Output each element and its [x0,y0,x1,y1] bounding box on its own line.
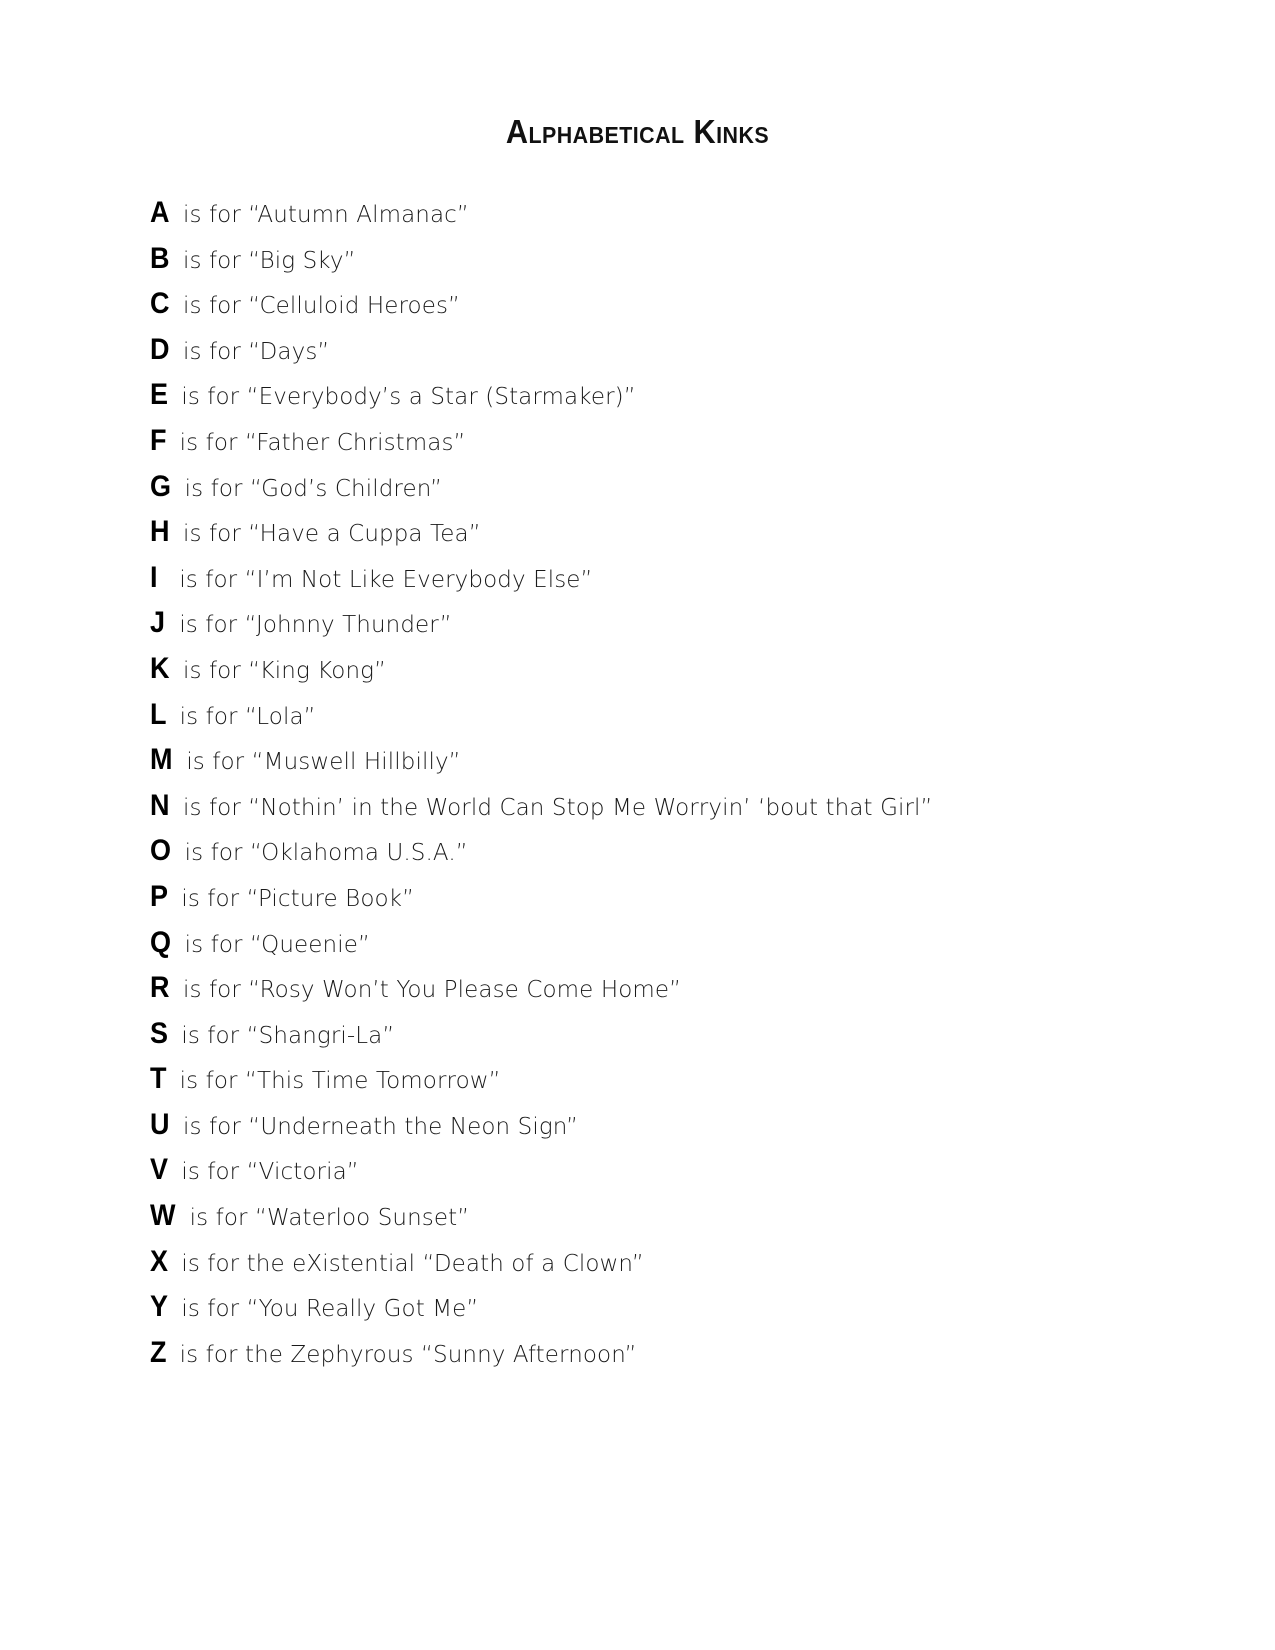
entry-letter: H [150,515,170,549]
entry-text: is for “Oklahoma U.S.A.” [184,840,468,867]
entry-text: is for “Days” [182,338,330,365]
entry-letter: U [150,1107,170,1141]
list-item-v [150,1147,933,1193]
entry-text: is for “Picture Book” [181,885,415,912]
entry-letter: O [150,834,172,868]
entry-letter: V [150,1153,169,1187]
entry-letter: B [150,241,170,275]
list-item-g [150,464,933,510]
entry-text: is for “Shangri-La” [181,1022,395,1049]
list-item-b [150,236,933,282]
list-item-l [150,692,933,738]
entry-letter: E [150,378,169,412]
entry-text: is for “This Time Tomorrow” [179,1068,501,1095]
entry-text: is for “Johnny Thunder” [179,612,452,639]
entry-letter: Y [150,1290,169,1324]
entry-text: is for “Nothin’ in the World Can Stop Me Worryin’ ‘bout that Girl” [182,794,933,821]
entry-letter: F [150,423,167,457]
entry-text: is for “Celluloid Heroes” [182,293,461,320]
entry-letter: G [150,469,172,503]
entry-text: is for “Waterloo Sunset” [189,1205,470,1232]
entry-letter: C [150,287,170,321]
list-item-k [150,646,933,692]
entry-text: is for “Everybody’s a Star (Starmaker)” [181,384,636,411]
list-item-r [150,965,933,1011]
list-item-n [150,783,933,829]
list-item-x [150,1239,933,1285]
list-item-i [150,555,933,601]
entry-letter: R [150,971,170,1005]
list-item-u [150,1102,933,1148]
entry-letter: W [150,1199,176,1233]
entry-text: is for “Big Sky” [182,247,356,274]
list-item-e [150,372,933,418]
list-item-s [150,1011,933,1057]
entry-text: is for the eXistential “Death of a Clown” [181,1250,644,1277]
entry-letter: A [150,196,170,229]
entry-letter: X [150,1244,169,1278]
entry-letter: J [150,606,166,640]
list-item-w [150,1193,933,1239]
list-item-m [150,737,933,783]
entry-text: is for “Muswell Hillbilly” [186,749,461,776]
entry-letter: M [150,743,173,777]
entry-letter: Z [150,1335,167,1369]
entry-letter: P [150,879,169,913]
entry-text: is for “King Kong” [182,657,387,684]
entry-text: is for “God’s Children” [184,475,443,502]
entry-text: is for “Underneath the Neon Sign” [182,1113,579,1140]
entry-letter: S [150,1016,169,1050]
entry-letter: Q [150,925,172,959]
entry-text: is for “Have a Cuppa Tea” [182,521,481,548]
entry-letter: L [150,697,167,731]
entry-text: is for “Autumn Almanac” [182,202,469,228]
entry-letter: N [150,788,170,822]
entry-letter: T [150,1062,167,1096]
list-item-h [150,509,933,555]
entry-text: is for the Zephyrous “Sunny Afternoon” [179,1341,637,1368]
list-item-c [150,281,933,327]
document-title: Alphabetical Kinks [505,113,770,150]
list-item-p [150,874,933,920]
entry-text: is for “Rosy Won’t You Please Come Home” [182,977,682,1004]
list-item-f [150,418,933,464]
entry-letter: K [150,651,170,685]
entry-text: is for “You Really Got Me” [181,1296,479,1323]
entry-letter: D [150,332,170,366]
entry-text: is for “Lola” [179,703,316,730]
list-item-y [150,1284,933,1330]
list-item-d [150,327,933,373]
list-item-q [150,920,933,966]
list-item-z [150,1330,933,1376]
entry-text: is for “Queenie” [184,931,370,958]
entry-text: is for “I’m Not Like Everybody Else” [179,566,593,593]
list-item-o [150,828,933,874]
list-item-a [150,190,933,236]
list-item-j [150,600,933,646]
list-item-t [150,1056,933,1102]
alphabet-list [150,190,933,1375]
entry-text: is for “Victoria” [181,1159,359,1186]
entry-letter: I [150,560,158,594]
entry-text: is for “Father Christmas” [179,429,466,456]
